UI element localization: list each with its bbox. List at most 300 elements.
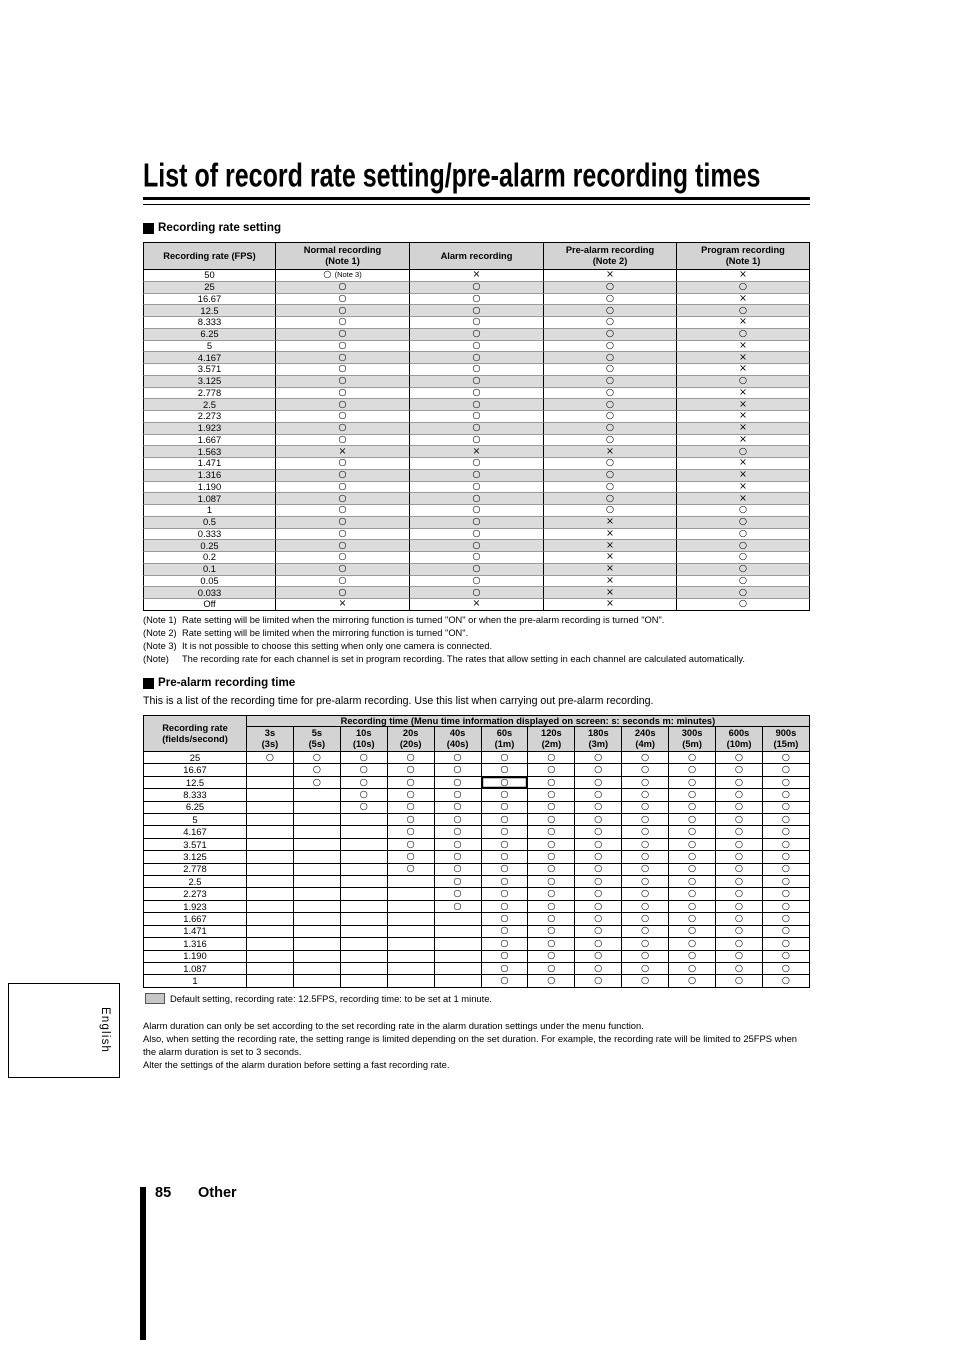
recording-time-cell [622, 789, 669, 801]
circle-mark: ○ [641, 752, 650, 763]
rate-value: 4.167 [183, 826, 207, 838]
recording-time-cell [669, 826, 716, 838]
circle-mark: ○ [734, 950, 744, 962]
circle-mark: ○ [738, 516, 748, 528]
program-recording-cell [677, 587, 810, 599]
recording-time-cell [622, 864, 669, 876]
circle-mark: ○ [453, 764, 462, 776]
recording-time-cell [247, 814, 294, 826]
recording-time-cell [763, 901, 810, 913]
normal-recording-cell [276, 305, 410, 317]
recording-time-cell [247, 764, 294, 776]
alarm-recording-cell [410, 517, 544, 529]
normal-recording-cell [276, 493, 410, 505]
pre-alarm-recording-header [544, 242, 677, 270]
recording-time-cell [388, 752, 435, 764]
rate-cell [143, 540, 276, 552]
recording-time-cell [716, 826, 763, 838]
circle-mark: ○ [547, 938, 556, 949]
rate-cell [143, 517, 276, 529]
cross-mark: × [606, 599, 614, 610]
recording-time-cell [763, 826, 810, 838]
pre-alarm-recording-cell [544, 294, 677, 306]
recording-rate-cell [143, 789, 247, 801]
alarm-recording-cell [410, 376, 544, 388]
circle-mark: ○ [641, 764, 650, 776]
program-recording-cell [677, 282, 810, 294]
recording-time-cell [669, 851, 716, 863]
normal-recording-cell [276, 482, 410, 494]
recording-time-cell [435, 876, 482, 888]
recording-time-cell [622, 888, 669, 900]
circle-mark: ○ [323, 270, 332, 281]
pre-alarm-recording-cell [544, 388, 677, 400]
circle-mark: ○ [687, 863, 697, 875]
square-bullet-icon [143, 678, 154, 689]
circle-mark: ○ [781, 913, 791, 924]
cross-mark: × [739, 364, 747, 375]
recording-time-cell [435, 826, 482, 838]
circle-mark: ○ [500, 752, 509, 763]
circle-mark: ○ [641, 900, 650, 912]
recording-rate-cell [143, 814, 247, 826]
recording-time-cell [528, 975, 575, 987]
normal-recording-cell [276, 540, 410, 552]
recording-time-cell [575, 826, 622, 838]
circle-mark: ○ [453, 776, 462, 788]
circle-mark: ○ [687, 925, 697, 937]
recording-time-cell [716, 802, 763, 814]
recording-time-cell [341, 938, 388, 950]
circle-mark: ○ [605, 340, 615, 351]
recording-time-cell [716, 938, 763, 950]
rate-value: 1.667 [197, 434, 222, 445]
circle-mark: ○ [338, 422, 347, 434]
circle-mark: ○ [641, 925, 650, 937]
rate-value: 1 [206, 505, 213, 516]
circle-mark: ○ [687, 900, 697, 912]
normal-recording-cell [276, 517, 410, 529]
circle-mark: ○ [406, 776, 415, 788]
recording-time-cell [341, 888, 388, 900]
recording-time-cell [622, 926, 669, 938]
recording-rate-cell [143, 764, 247, 776]
title-rule-thin [143, 204, 810, 205]
circle-mark: ○ [687, 950, 697, 962]
recording-time-cell [763, 752, 810, 764]
circle-mark: ○ [547, 925, 556, 937]
alarm-recording-cell [410, 329, 544, 341]
default-setting-swatch [145, 993, 165, 1004]
circle-mark: ○ [406, 764, 415, 776]
alarm-recording-cell [410, 282, 544, 294]
recording-time-cell [716, 839, 763, 851]
recording-time-cell [622, 839, 669, 851]
recording-time-cell [763, 851, 810, 863]
normal-recording-header [276, 242, 410, 270]
circle-mark: ○ [738, 599, 748, 610]
recording-time-cell [294, 975, 341, 987]
cross-mark: × [739, 493, 747, 504]
circle-mark: ○ [641, 789, 650, 800]
circle-mark: ○ [338, 587, 347, 598]
circle-mark: ○ [734, 801, 744, 813]
program-recording-cell [677, 435, 810, 447]
recording-time-cell [669, 951, 716, 963]
recording-time-cell [716, 764, 763, 776]
recording-time-cell [575, 913, 622, 925]
pre-alarm-recording-cell [544, 576, 677, 588]
circle-mark: ○ [594, 900, 603, 912]
recording-time-cell [622, 951, 669, 963]
pre-alarm-recording-cell [544, 282, 677, 294]
rate-value: 0.033 [197, 587, 222, 598]
circle-mark: ○ [338, 281, 347, 293]
circle-mark: ○ [547, 900, 556, 912]
note-text: It is not possible to choose this setting when only one camera is connected. [182, 641, 493, 651]
recording-time-cell [528, 802, 575, 814]
cross-mark: × [606, 446, 614, 457]
recording-time-cell [482, 752, 529, 764]
recording-time-cell [763, 876, 810, 888]
circle-mark: ○ [738, 563, 748, 575]
note-text: The recording rate for each channel is set in program recording. The rates that allow setting in each channel are calculated automatically. [182, 654, 745, 664]
recording-time-cell [716, 913, 763, 925]
circle-mark: ○ [472, 493, 481, 504]
circle-mark: ○ [338, 387, 347, 398]
program-recording-cell [677, 529, 810, 541]
alarm-recording-cell [410, 341, 544, 353]
circle-mark: ○ [500, 888, 509, 900]
footer-section-label: Other [198, 1185, 237, 1201]
circle-mark: ○ [500, 975, 509, 987]
recording-time-cell [388, 764, 435, 776]
rate-value: 1.471 [197, 458, 222, 469]
rate-value: 3.125 [183, 851, 207, 862]
circle-mark: ○ [605, 422, 615, 434]
circle-mark: ○ [687, 838, 697, 850]
alarm-recording-cell [410, 317, 544, 329]
recording-rate-cell [143, 826, 247, 838]
circle-mark: ○ [641, 938, 650, 949]
circle-mark: ○ [738, 528, 748, 539]
program-recording-cell [677, 329, 810, 341]
recording-time-cell [341, 951, 388, 963]
circle-mark: ○ [472, 434, 481, 445]
recording-time-cell [763, 802, 810, 814]
note-item [143, 614, 823, 627]
recording-time-cell [388, 901, 435, 913]
recording-time-cell [528, 926, 575, 938]
cross-mark: × [739, 352, 747, 363]
circle-mark: ○ [605, 317, 615, 328]
circle-mark: ○ [641, 962, 650, 974]
recording-time-cell [669, 963, 716, 975]
rate-value: 0.5 [202, 516, 217, 528]
recording-time-cell [669, 876, 716, 888]
recording-time-cell [247, 901, 294, 913]
program-recording-cell [677, 341, 810, 353]
circle-mark: ○ [338, 434, 347, 445]
cross-mark: × [606, 563, 614, 575]
header-line: (3s) [261, 739, 279, 749]
header-line: (Note 1) [725, 256, 761, 266]
recording-time-cell [528, 913, 575, 925]
header-line: (Note 2) [592, 256, 628, 266]
pre-alarm-recording-cell [544, 305, 677, 317]
time-column-header [247, 727, 294, 752]
recording-time-cell [435, 814, 482, 826]
circle-mark: ○ [734, 876, 744, 887]
recording-time-cell [294, 851, 341, 863]
paragraph: Also, when setting the recording rate, the setting range is limited depending on the set duration. For example, the recording rate will be limited to 25FPS when the alarm duration is set to 3 seconds. [143, 1033, 798, 1057]
header-line: 120s [541, 728, 562, 738]
alarm-recording-cell [410, 587, 544, 599]
normal-recording-cell [276, 282, 410, 294]
header-line: (5s) [308, 739, 326, 749]
cross-mark: × [472, 270, 481, 281]
circle-mark: ○ [605, 387, 615, 398]
recording-time-cell [482, 913, 529, 925]
circle-mark: ○ [641, 950, 650, 962]
rate-value: 5 [192, 814, 198, 825]
time-column-header [294, 727, 341, 752]
rate-cell [143, 282, 276, 294]
circle-mark: ○ [594, 925, 603, 937]
circle-mark: ○ [687, 851, 697, 862]
rate-value: 2.5 [188, 876, 202, 887]
recording-time-cell [341, 975, 388, 987]
normal-recording-cell [276, 352, 410, 364]
pre-alarm-recording-cell [544, 587, 677, 599]
circle-mark: ○ [734, 962, 744, 974]
header-line: 900s [775, 728, 797, 738]
circle-mark: ○ [687, 789, 697, 800]
pre-alarm-recording-cell [544, 341, 677, 353]
rate-value: 8.333 [183, 789, 207, 800]
program-recording-cell [677, 270, 810, 282]
circle-mark: ○ [472, 305, 481, 316]
circle-mark: ○ [406, 789, 415, 800]
header-line: 180s [587, 728, 609, 738]
alarm-recording-cell [410, 294, 544, 306]
header-line: Program recording [701, 245, 785, 255]
recording-rate-cell [143, 876, 247, 888]
alarm-recording-cell [410, 411, 544, 423]
recording-time-cell [622, 938, 669, 950]
circle-mark: ○ [472, 516, 481, 528]
circle-mark: ○ [472, 587, 481, 598]
footer-bar [140, 1187, 146, 1340]
recording-time-cell [341, 876, 388, 888]
header-line: (20s) [399, 739, 422, 749]
circle-mark: ○ [472, 340, 481, 351]
program-recording-cell [677, 540, 810, 552]
recording-time-cell [435, 938, 482, 950]
program-recording-cell [677, 305, 810, 317]
pre-alarm-recording-cell [544, 458, 677, 470]
recording-time-cell [622, 975, 669, 987]
circle-mark: ○ [781, 838, 791, 850]
circle-mark: ○ [594, 826, 603, 838]
normal-recording-cell [276, 317, 410, 329]
header-line: (Note 1) [325, 256, 360, 266]
cross-mark: × [606, 516, 614, 528]
recording-time-cell [294, 826, 341, 838]
recording-time-cell [341, 814, 388, 826]
rate-value: 5 [206, 340, 213, 351]
recording-time-cell [716, 963, 763, 975]
program-recording-header [677, 242, 810, 270]
circle-mark: ○ [312, 776, 321, 788]
recording-time-cell [716, 851, 763, 863]
circle-mark: ○ [472, 540, 481, 551]
recording-time-cell [528, 876, 575, 888]
recording-time-cell [622, 802, 669, 814]
recording-time-cell [575, 975, 622, 987]
circle-mark: ○ [453, 814, 462, 825]
circle-mark: ○ [687, 826, 697, 838]
rate-value: 1.563 [197, 446, 222, 457]
cross-mark: × [606, 552, 614, 563]
rate-cell [143, 446, 276, 458]
program-recording-cell [677, 458, 810, 470]
rate-cell [143, 329, 276, 341]
alarm-recording-cell [410, 552, 544, 564]
recording-time-cell [669, 752, 716, 764]
normal-recording-cell [276, 529, 410, 541]
circle-mark: ○ [687, 752, 697, 763]
circle-mark: ○ [738, 552, 748, 563]
circle-mark: ○ [338, 493, 347, 504]
recording-time-cell [763, 764, 810, 776]
pre-alarm-recording-cell [544, 599, 677, 611]
recording-time-cell [575, 963, 622, 975]
time-column-header [435, 727, 482, 752]
recording-time-cell [528, 764, 575, 776]
circle-mark: ○ [605, 375, 615, 387]
circle-mark: ○ [594, 863, 603, 875]
recording-time-cell [669, 901, 716, 913]
recording-time-cell [388, 826, 435, 838]
circle-mark: ○ [338, 364, 347, 375]
rate-value: 1.190 [197, 481, 222, 492]
recording-time-cell [716, 864, 763, 876]
recording-time-cell [294, 764, 341, 776]
recording-time-cell [294, 864, 341, 876]
rate-value: 0.333 [197, 528, 222, 539]
circle-mark: ○ [265, 752, 275, 763]
recording-time-cell [482, 839, 529, 851]
header-line: (10m) [726, 739, 752, 749]
program-recording-cell [677, 364, 810, 376]
cross-mark: × [739, 317, 747, 328]
recording-time-cell [763, 951, 810, 963]
circle-mark: ○ [359, 801, 368, 813]
recording-time-cell [341, 851, 388, 863]
header-line: Normal recording [303, 245, 382, 255]
recording-time-cell [247, 888, 294, 900]
recording-rate-cell [143, 864, 247, 876]
recording-time-cell [341, 752, 388, 764]
recording-time-cell [341, 777, 388, 789]
circle-mark: ○ [687, 776, 697, 788]
cross-mark: × [338, 599, 347, 610]
circle-mark: ○ [594, 938, 603, 949]
recording-time-cell [341, 789, 388, 801]
circle-mark: ○ [453, 752, 462, 763]
alarm-recording-cell [410, 505, 544, 517]
recording-time-cell [435, 777, 482, 789]
circle-mark: ○ [781, 789, 791, 800]
alarm-recording-cell [410, 458, 544, 470]
time-column-header [622, 727, 669, 752]
recording-time-cell [716, 876, 763, 888]
alarm-recording-cell [410, 305, 544, 317]
circle-mark: ○ [687, 975, 697, 987]
recording-time-cell [247, 802, 294, 814]
circle-mark: ○ [500, 789, 509, 800]
circle-mark: ○ [687, 888, 697, 900]
pre-alarm-recording-cell [544, 352, 677, 364]
recording-time-cell [247, 752, 294, 764]
recording-time-cell [482, 789, 529, 801]
recording-rate-cell [143, 938, 247, 950]
recording-time-cell [247, 777, 294, 789]
recording-time-cell [669, 975, 716, 987]
program-recording-cell [677, 294, 810, 306]
recording-time-cell [435, 752, 482, 764]
circle-mark: ○ [453, 888, 462, 900]
circle-mark: ○ [594, 913, 603, 924]
recording-time-cell [716, 926, 763, 938]
circle-mark: ○ [338, 516, 347, 528]
cross-mark: × [739, 270, 747, 281]
recording-time-cell [528, 851, 575, 863]
recording-time-cell [435, 839, 482, 851]
circle-mark: ○ [594, 814, 603, 825]
circle-mark: ○ [338, 469, 347, 481]
recording-time-cell [716, 975, 763, 987]
circle-mark: ○ [781, 950, 791, 962]
program-recording-cell [677, 470, 810, 482]
note-label: (Note 1) [143, 615, 177, 625]
recording-time-cell [294, 777, 341, 789]
circle-mark: ○ [738, 375, 748, 387]
rate-cell [143, 482, 276, 494]
rate-cell [143, 341, 276, 353]
circle-mark: ○ [605, 411, 615, 422]
recording-time-cell [294, 926, 341, 938]
cross-mark: × [606, 528, 614, 539]
pre-alarm-recording-cell [544, 329, 677, 341]
circle-mark: ○ [406, 863, 415, 875]
circle-mark: ○ [687, 801, 697, 813]
rate-cell [143, 411, 276, 423]
default-setting-legend: Default setting, recording rate: 12.5FPS, recording time: to be set at 1 minute. [170, 993, 493, 1004]
cross-mark: × [739, 458, 747, 469]
normal-recording-cell [276, 270, 410, 282]
rate-cell [143, 435, 276, 447]
circle-mark: ○ [472, 481, 481, 492]
recording-time-cell [763, 814, 810, 826]
circle-mark: ○ [338, 293, 347, 304]
normal-recording-cell [276, 329, 410, 341]
circle-mark: ○ [734, 913, 744, 924]
header-line: 20s [402, 728, 419, 738]
recording-rate-table [143, 242, 810, 611]
circle-mark: ○ [781, 801, 791, 813]
